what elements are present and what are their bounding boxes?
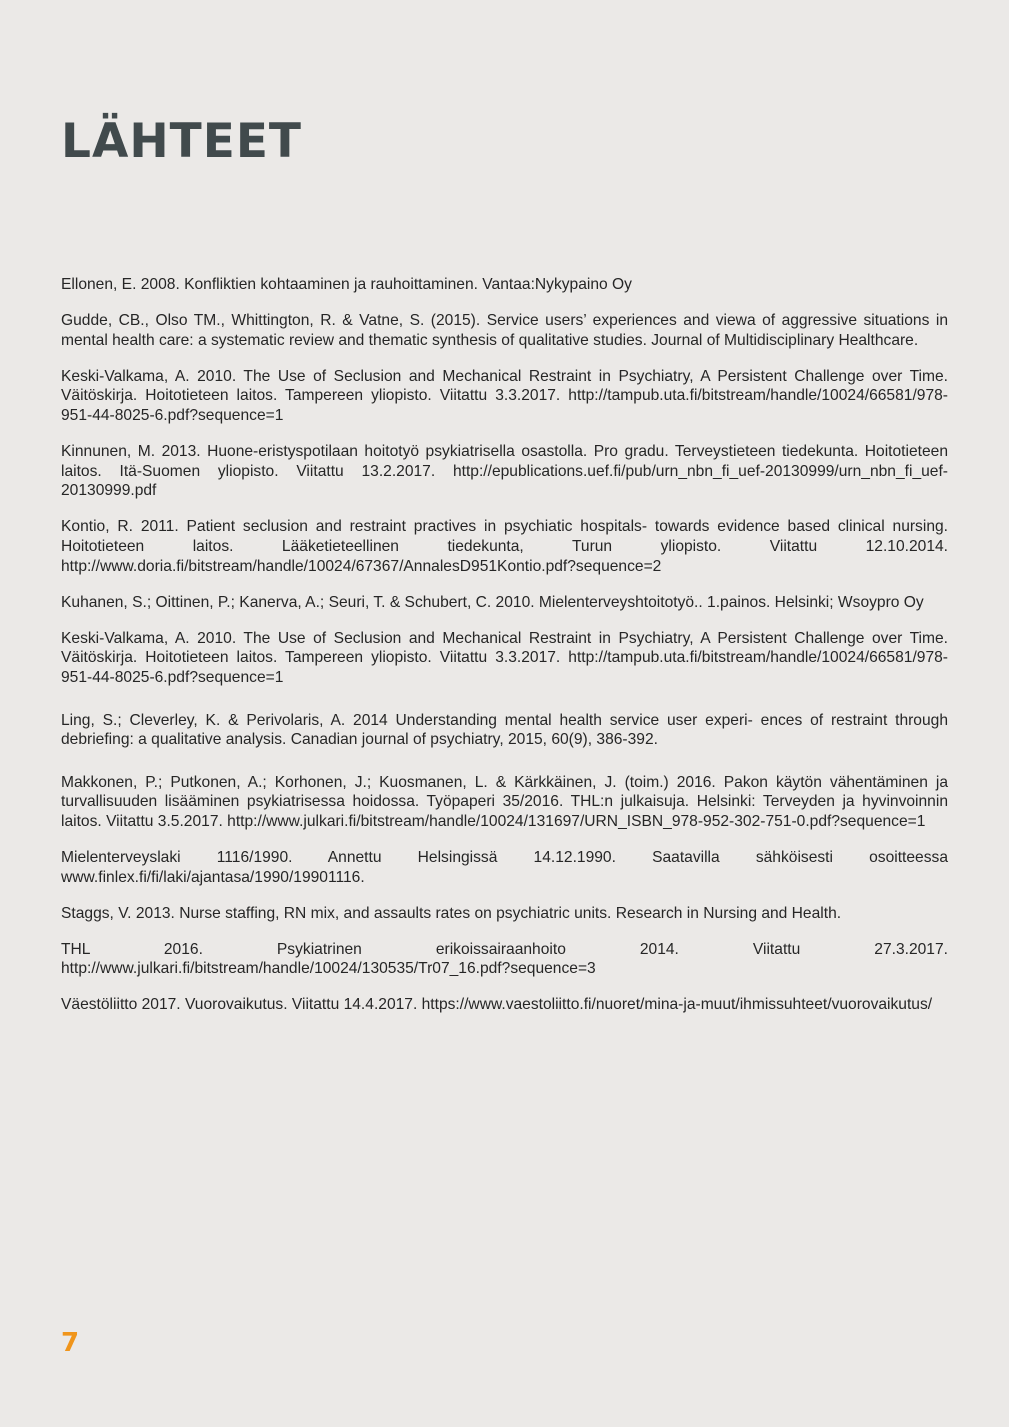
reference-item: Ellonen, E. 2008. Konfliktien kohtaaminen ja rauhoittaminen. Vantaa:Nykypaino Oy (61, 276, 632, 293)
reference-item: Mielenterveyslaki 1116/1990. Annettu Helsingissä 14.12.1990. Saatavilla sähköisesti osoitteessa www.finlex.fi/fi/laki/ajantasa/1990/19901116. (61, 848, 948, 886)
reference-item: THL 2016. Psykiatrinen erikoissairaanhoito 2014. Viitattu 27.3.2017. http://www.julkari.fi/bitstream/handle/10024/130535/Tr07_16.pdf?sequence=3 (61, 940, 948, 978)
reference-item: Kontio, R. 2011. Patient seclusion and restraint practives in psychiatic hospitals- towards evidence based clinical nursing. Hoitotieteen laitos. Lääketieteellinen tiedekunta, Turun yliopisto. Viitattu 12.10.2014. http://www.doria.fi/bitstream/handle/10024/67367/AnnalesD951Kontio.pdf?sequence=2 (61, 518, 948, 575)
reference-item: Keski-Valkama, A. 2010. The Use of Seclusion and Mechanical Restraint in Psychiatry, A Persistent Challenge over Time. Väitöskirja. Hoitotieteen laitos. Tampereen yliopisto. Viitattu 3.3.2017. http://tampub.uta.fi/bitstream/handle/10024/66581/978-951-44-8025-6.pdf?sequence=1 (61, 367, 948, 424)
reference-item: Staggs, V. 2013. Nurse staffing, RN mix, and assaults rates on psychiatric units. Research in Nursing and Health. (61, 904, 842, 922)
reference-item: Kuhanen, S.; Oittinen, P.; Kanerva, A.; Seuri, T. & Schubert, C. 2010. Mielenterveyshtoitotyö.. 1.painos. Helsinki; Wsoypro Oy (61, 593, 924, 611)
page-number: 7 (61, 1328, 80, 1358)
page-title: LÄHTEET (61, 114, 302, 169)
reference-item: Väestöliitto 2017. Vuorovaikutus. Viitattu 14.4.2017. https://www.vaestoliitto.fi/nuoret/mina-ja-muut/ihmissuhteet/vuorovaikutus/ (61, 996, 933, 1014)
reference-item: Makkonen, P.; Putkonen, A.; Korhonen, J.; Kuosmanen, L. & Kärkkäinen, J. (toim.) 2016. Pakon käytön vähentäminen ja turvallisuuden lisääminen psykiatrisessa hoidossa. Työpaperi 35/2016. THL:n julkaisuja. Helsinki: Terveyden ja hyvinvoinnin laitos. Viitattu 3.5.2017. http://www.julkari.fi/bitstream/handle/10024/131697/URN_ISBN_978-952-302-751-0.pdf?sequence=1 (61, 773, 948, 830)
reference-item: Keski-Valkama, A. 2010. The Use of Seclusion and Mechanical Restraint in Psychiatry, A Persistent Challenge over Time. Väitöskirja. Hoitotieteen laitos. Tampereen yliopisto. Viitattu 3.3.2017. http://tampub.uta.fi/bitstream/handle/10024/66581/978-951-44-8025-6.pdf?sequence=1 (61, 629, 948, 686)
reference-item: Gudde, CB., Olso TM., Whittington, R. & Vatne, S. (2015). Service users’ experiences and viewa of aggressive situations in mental health care: a systematic review and thematic synthesis of qualitative studies. Journal of Multidisciplinary Healthcare. (61, 312, 948, 349)
reference-list (61, 275, 948, 1032)
reference-item: Ling, S.; Cleverley, K. & Perivolaris, A. 2014 Understanding mental health service user experi- ences of restraint through debriefing: a qualitative analysis. Canadian journal of psychiatry, 2015, 60(9), 386-392. (61, 711, 948, 749)
reference-item: Kinnunen, M. 2013. Huone-eristyspotilaan hoitotyö psykiatrisella osastolla. Pro gradu. Terveystieteen tiedekunta. Hoitotieteen laitos. Itä-Suomen yliopisto. Viitattu 13.2.2017. http://epublications.uef.fi/pub/urn_nbn_fi_uef-20130999/urn_nbn_fi_uef-20130999.pdf (61, 443, 948, 500)
